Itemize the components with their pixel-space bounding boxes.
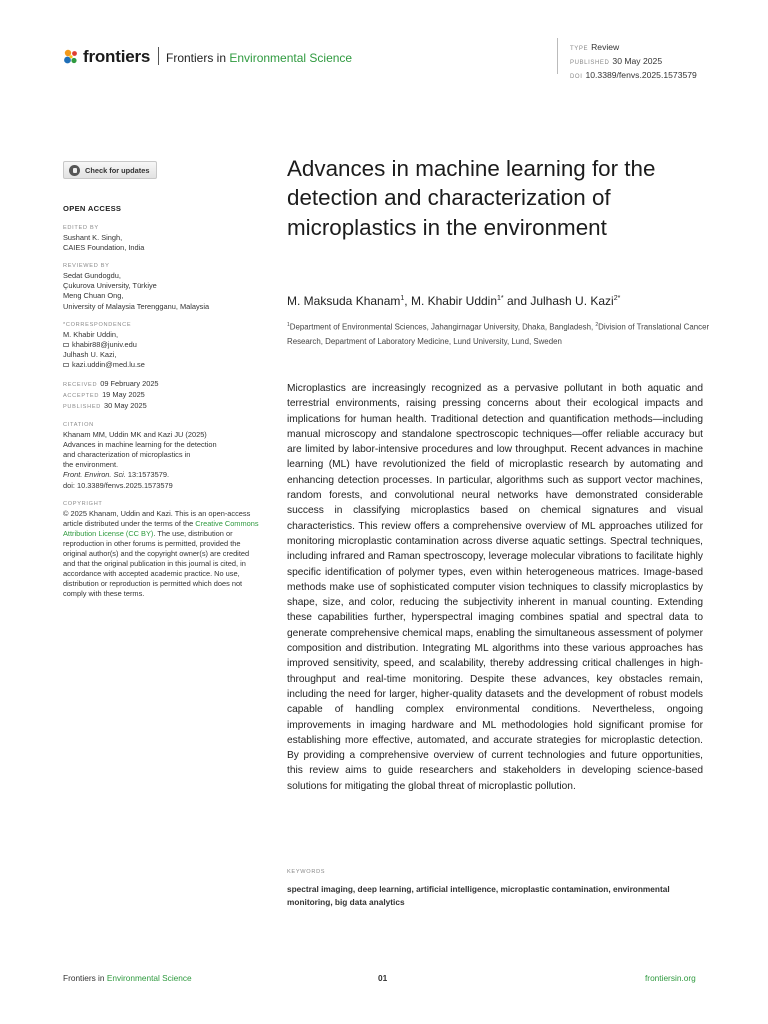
edited-by-label: EDITED BY — [63, 225, 99, 232]
author-name[interactable]: M. Khabir Uddin — [410, 294, 498, 308]
corresponding-author: M. Khabir Uddin, — [63, 329, 119, 339]
sidebar — [63, 204, 259, 608]
reviewer-name: Sedat Gundogdu, — [63, 271, 121, 281]
published-label: PUBLISHED — [63, 404, 102, 411]
email-line[interactable] — [63, 340, 259, 350]
citation-block — [63, 421, 259, 491]
corresponding-author: Julhash U. Kazi, — [63, 349, 117, 359]
edited-by-block — [63, 224, 259, 253]
email-icon — [63, 363, 69, 367]
citation-source — [63, 470, 259, 480]
affiliations — [287, 318, 719, 349]
page-number: 01 — [378, 973, 388, 983]
abstract: Microplastics are increasingly recognized as a pervasive pollutant in both aquatic and terrestrial environments, raising pressing concerns about their ecological impacts and implications for human health. Traditional detection and quantification methods—including manual microscopy and standalone spectroscopic techniques—offer reliable accuracy but are limited by labor-intensive procedures and low throughput. Recent advances in machine learning (ML) have revolutionized the field of microplastic research by automating and enhancing detection processes. In particular, algorithms such as support vector machines, random forests, and convolutional neural networks have demonstrated considerable success in classifying microplastics based on chemical signatures and visual characteristics. This review offers a comprehensive overview of ML approaches utilized for monitoring microplastic contamination across diverse aquatic settings. Spectral techniques, including infrared and Raman spectroscopy, leverage molecular vibrations to facilitate highly specific identification of polymer types, even within heterogeneous matrices. Image-based methods make use of sophisticated computer vision techniques to classify microplastics by shape, size, and color, reducing the subjectivity inherent in manual counting. Extending these capabilities further, hyperspectral imaging combines spatial and spectral data to generate comprehensive chemical maps, enabling the simultaneous assessment of polymer composition and distribution. Integrating ML algorithms into these various approaches has improved sensitivity, speed, and scalability, thereby addressing critical challenges in high-throughput and real-time monitoring. Despite these advances, key obstacles remain, including the need for larger, higher-quality datasets and the development of robust models capable of handling complex environmental conditions. Nevertheless, ongoing improvements in imaging hardware and ML methodologies hold significant promise for establishing more effective, automated, and accurate strategies for microplastic detection. By providing a comprehensive overview of current technologies and future opportunities, this review aims to guide researchers and stakeholders in developing science-based solutions for mitigating the global threat of microplastic pollution. — [287, 383, 703, 792]
citation-journal: Front. Environ. Sci. — [63, 470, 126, 480]
published-value: 30 May 2025 — [612, 56, 663, 66]
reviewed-by-label: REVIEWED BY — [63, 263, 110, 270]
check-updates-button[interactable] — [63, 161, 157, 179]
citation-line: the environment. — [63, 460, 119, 470]
email-icon — [63, 343, 69, 347]
accepted-label: ACCEPTED — [63, 393, 100, 400]
editor-affiliation: CAIES Foundation, India — [63, 243, 145, 253]
editor-name: Sushant K. Singh, — [63, 233, 123, 243]
footer-journal-prefix: Frontiers in — [63, 973, 107, 983]
citation-line: Khanam MM, Uddin MK and Kazi JU (2025) — [63, 430, 207, 440]
type-label: TYPE — [570, 46, 589, 52]
citation-label: CITATION — [63, 422, 94, 429]
affil-sup: 2 — [595, 322, 599, 328]
author-list: M. Maksuda Khanam$^1$, M. Khabir Uddin$^{1*}$ and Julhash U. Kazi$^{2*}$ — [287, 294, 621, 308]
citation-doi[interactable]: doi: 10.3389/fenvs.2025.1573579 — [63, 480, 173, 490]
article-meta — [570, 41, 697, 83]
copyright-label: COPYRIGHT — [63, 500, 103, 507]
open-access-label: OPEN ACCESS — [63, 204, 122, 213]
author-affil-sup: 2* — [613, 295, 621, 302]
journal-title: Environmental Science — [229, 51, 353, 65]
reviewer-affiliation: Çukurova University, Türkiye — [63, 281, 157, 291]
affiliation-1: Department of Environmental Sciences, Jahangirnagar University, Dhaka, Bangladesh, — [289, 322, 596, 332]
reviewed-by-block — [63, 262, 259, 311]
meta-rule — [557, 38, 558, 74]
author-affil-sup: 1* — [497, 295, 504, 302]
published-label: PUBLISHED — [570, 60, 610, 66]
doi-label: DOI — [570, 74, 583, 80]
copyright-block — [63, 500, 259, 600]
dates-block — [63, 379, 259, 412]
author-name[interactable]: M. Maksuda Khanam — [287, 294, 401, 308]
keywords-label: KEYWORDS — [287, 869, 326, 875]
brand-name: frontiers — [83, 47, 151, 66]
journal-prefix: Frontiers in — [166, 51, 230, 65]
footer-journal-name: Environmental Science — [106, 973, 192, 983]
correspondence-block — [63, 321, 259, 370]
author-affil-sup: 1 — [400, 295, 405, 302]
footer-site-link[interactable]: frontiersin.org — [645, 973, 696, 983]
reviewer-name: Meng Chuan Ong, — [63, 291, 124, 301]
email-link[interactable]: khabir88@juniv.edu — [72, 339, 137, 349]
doi-value[interactable]: 10.3389/fenvs.2025.1573579 — [585, 70, 697, 80]
keywords: spectral imaging, deep learning, artificial intelligence, microplastic contamination, environmental monitoring, big data analytics — [287, 884, 670, 907]
affiliation-2: Division of Translational Cancer Research, Department of Laboratory Medicine, Lund University, Lund, Sweden — [287, 322, 710, 346]
author-join: and — [503, 294, 531, 308]
journal-name[interactable] — [166, 51, 352, 65]
article-title: Advances in machine learning for the detection and characterization of microplastics in the environment — [287, 156, 656, 240]
check-updates-label: Check for updates — [85, 165, 150, 175]
citation-line: and characterization of microplastics in — [63, 450, 191, 460]
citation-line: Advances in machine learning for the detection — [63, 440, 217, 450]
email-line[interactable] — [63, 360, 259, 370]
type-value: Review — [591, 42, 620, 52]
frontiers-logo[interactable] — [63, 47, 150, 67]
correspondence-label: *CORRESPONDENCE — [63, 321, 132, 328]
accepted-date: 19 May 2025 — [102, 390, 145, 400]
citation-volume: 13:1573579. — [125, 470, 169, 480]
email-link[interactable]: kazi.uddin@med.lu.se — [72, 359, 145, 369]
author-name[interactable]: Julhash U. Kazi — [530, 294, 614, 308]
received-date: 09 February 2025 — [100, 379, 159, 389]
check-updates-icon — [69, 165, 80, 176]
affil-sup: 1 — [287, 322, 290, 328]
copyright-text: © 2025 Khanam, Uddin and Kazi. This is an open-access article distributed under the terms of the — [63, 508, 251, 528]
license-link[interactable]: Creative Commons Attribution License (CC BY) — [63, 518, 259, 538]
header-separator — [158, 47, 159, 65]
footer-journal — [63, 973, 192, 983]
copyright-text-end: . The use, distribution or reproduction in other forums is permitted, provided the original author(s) and the copyright owner(s) are credited and that the original publication in this journal is cited, in accordance with accepted academic practice. No use, distribution or reproduction is permitted which does not comply with these terms. — [63, 528, 250, 599]
published-date: 30 May 2025 — [104, 401, 147, 411]
received-label: RECEIVED — [63, 382, 98, 389]
frontiers-logo-icon — [63, 49, 79, 65]
reviewer-affiliation: University of Malaysia Terengganu, Malaysia — [63, 301, 210, 311]
